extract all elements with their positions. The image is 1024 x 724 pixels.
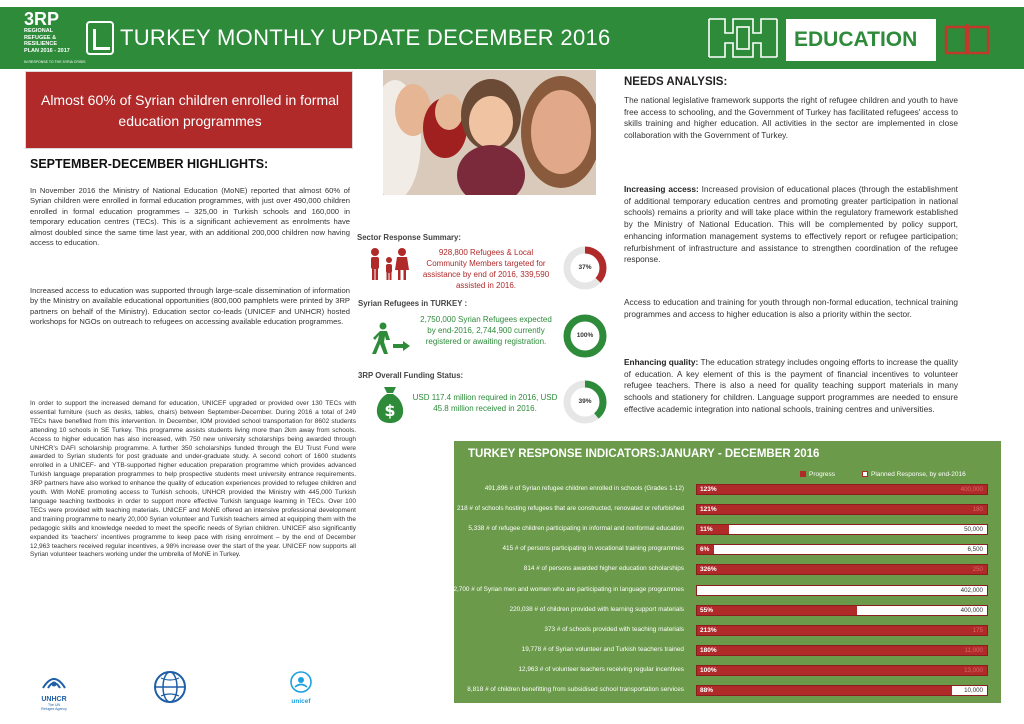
indicator-target: 402,000 [960,586,983,594]
logo-tagline: IN RESPONSE TO THE SYRIA CRISIS [24,60,86,64]
indicator-percent: 121% [700,506,717,514]
indicator-bar [696,605,988,616]
logo-line: REGIONAL [24,28,54,34]
unicef-icon [288,670,314,694]
quality-heading: Enhancing quality: [624,357,699,367]
logo-title: 3RP [24,9,60,29]
indicator-bar [696,484,988,495]
indicator-target: 13,000 [964,666,983,674]
money-bag-icon [372,385,408,425]
indicator-label: 2,700 # of Syrian men and women who are participating in language programmes [453,585,684,593]
unhcr-icon [40,668,68,692]
indicator-row [454,684,1001,698]
indicator-bar [696,645,988,656]
logo-line: REFUGEE & [24,34,57,41]
indicator-bar-fill [697,666,987,675]
header-bar [0,7,1024,69]
indicator-label: 19,778 # of Syrian volunteer and Turkish teachers trained [521,645,684,653]
photo-illustration [383,70,596,195]
indicator-bar [696,685,988,696]
logo-line: RESILIENCE [24,41,58,47]
indicator-label: 218 # of schools hosting refugees that are constructed, renovated or refurbished [456,505,684,513]
sector-title: EDUCATION [794,28,918,51]
refugees-text: 2,750,000 Syrian Refugees expected by end-2016, 2,744,900 currently registered or awaiting registration. [420,315,552,346]
indicator-label: 415 # of persons participating in vocational training programmes [502,545,684,553]
indicator-row [454,644,1001,658]
logo-mark-icon [86,21,114,55]
indicator-row [454,604,1001,618]
unhcr-logo [38,668,70,711]
indicator-target: 10,000 [964,687,983,694]
indicator-percent: 11% [700,526,713,534]
page-title: TURKEY MONTHLY UPDATE DECEMBER 2016 [120,25,611,50]
access-heading: Increasing access: [624,184,699,194]
indicator-bar-fill [697,505,987,514]
legend-planned [862,471,966,478]
children-photo [383,70,596,195]
indicator-target: 6,500 [967,546,983,554]
indicator-row [454,483,1001,497]
indicator-bar-fill [697,646,987,655]
indicator-percent: 88% [700,687,714,694]
indicator-target: 400,000 [960,486,983,493]
sector-box [786,19,936,61]
needs-analysis-heading: NEEDS ANALYSIS: [624,76,728,88]
svg-text:$: $ [384,401,396,420]
indicator-label: 491,896 # of Syrian refugee children enrolled in schools (Grades 1-12) [484,485,684,492]
emblem-icon [703,11,783,65]
unhcr-text: UNHCR [41,696,67,703]
indicator-bar [696,544,988,555]
indicator-bar [696,524,988,535]
indicator-row [454,624,1001,638]
needs-paragraph: Access to education and training for youth through non-formal education, technical training programmes and access to higher education is also a priority within the sector. [624,297,958,319]
indicator-label: 5,338 # of refugee children participating in informal and nonformal education [468,525,684,533]
indicator-row [454,584,1001,598]
refugees-label: Syrian Refugees in TURKEY : [358,299,468,308]
indicators-panel [454,441,1001,703]
needs-paragraph: The national legislative framework supports the right of refugee children and youth to have free access to schooling, and the Government of Turkey has facilitated refugees' access to skills training and higher education. All activities in the sector are implemented in close collaboration with the Government of Turkey. [624,95,958,141]
indicator-bar-fill [697,626,987,635]
legend-swatch [800,471,806,477]
indicator-label: 220,038 # of children provided with learning support materials [509,605,684,613]
needs-paragraph-quality [624,357,958,429]
indicator-target: 180 [972,506,983,514]
logo-line: PLAN 2016 - 2017 [24,47,70,54]
indicator-row [454,523,1001,537]
indicator-bar-fill [697,686,952,695]
indicator-target: 175 [972,626,983,634]
key-message-banner [25,71,353,149]
indicator-row [454,543,1001,557]
indicator-row [454,563,1001,577]
indicator-bar [696,585,988,596]
indicator-bar [696,625,988,636]
indicator-percent: 123% [700,486,717,493]
family-icon [367,246,411,282]
iom-logo-icon [153,670,187,704]
key-message-text: Almost 60% of Syrian children enrolled in formal education programmes [40,92,340,129]
funding-label: 3RP Overall Funding Status: [358,371,464,380]
legend-label: Planned Response, by end-2016 [871,471,966,478]
walking-person-icon [370,322,412,356]
indicator-bar-fill [697,565,987,574]
unicef-logo [286,670,316,705]
indicator-target: 50,000 [964,526,983,534]
legend-label: Progress [809,471,836,478]
indicator-row [454,664,1001,678]
indicator-bar [696,564,988,575]
indicator-label: 814 # of persons awarded higher education scholarships [523,565,684,573]
indicator-percent: 180% [700,646,717,654]
access-text: Increased provision of educational places (through the establishment of additional temporary education centres and promoting greater participation in national schools) remains a priority and will take place within the regulatory framework established by the Ministry of National Education. This will be complemented by policy support, enhancing information management systems to effectively report or refugee participation; refurbishment of infrastructure and assistance to strengthen coordination of the refugee response. [624,184,958,265]
indicator-target: 11,000 [964,646,983,654]
highlights-paragraph: In order to support the increased demand for education, UNICEF upgraded or provided over 130 TECs with essential furniture (such as desks, tables, chairs) between September-December. During 2016 a total of 249 TECs have benefited from this intervention. In December, IOM provided school transportation for 8602 students attending 10 schools in SE Turkey. This programme assists students living more than 2km away from schools. Access to higher education has also increased, with 750 new university scholarships being awarded through UNHCR's DAFI scholarship programme. A further 350 scholarships funded through the EU Trust Fund were awarded to Syrian students for post graduate and under-graduate study. A second cohort of 1600 students enrolled in a UNICEF- and YTB-supported higher education preparation programme which provides advanced Turkish language preparation programmes to help prospective students meet university entrance requirements. 3RP partners have also worked to enhance the quality of education experiences provided to refugee children and youth. With MoNE promoting access to Turkish schools, UNHCR provided the Ministry with 445,000 Turkish language teaching textbooks in order to support more effective Turkish language learning in TECs. Over 100 TECs were provided with teaching materials. UNICEF and MoNE offered an intensive professional development and training programme to nearly 20,000 Syrian volunteer and Turkish teachers aimed at equipping them with the pedagogic skills and knowledge needed to meet the specific needs of Syrian children. UNICEF also significantly expanded its 'teachers' incentives programme to keep pace with rising enrolment – by the end of December 12,963 teachers received regular incentives, a 98% increase over the start of the year. UNICEF now supports all Syrian volunteer teachers working under the umbrella of MoNE in Turkey. [30,400,356,559]
indicator-bar-fill [697,606,857,615]
indicator-target: 250 [972,566,983,574]
unicef-text: unicef [291,698,311,705]
indicator-percent: 213% [700,626,717,634]
indicator-percent: 326% [700,566,717,574]
unhcr-subtext: The UN [47,703,61,707]
indicator-target: 400,000 [960,606,983,614]
indicator-bar [696,665,988,676]
needs-paragraph-access [624,184,958,266]
indicators-title: TURKEY RESPONSE INDICATORS:JANUARY - DECEMBER 2016 [468,448,820,460]
highlights-heading: SEPTEMBER-DECEMBER HIGHLIGHTS: [30,157,269,171]
3rp-logo [24,10,84,66]
highlights-paragraph: In November 2016 the Ministry of National Education (MoNE) reported that almost 60% of Syrian children were enrolled in formal education programmes, with just over 490,000 children enrolled in formal education programmes – 325,00 in Turkish schools and 160,000 in temporary education centres (TECs). This is a significant achievement as enrolments have almost doubled since the same time last year, with an additional 200,000 children now having access to education. [30,186,350,248]
refugees-donut-label: 100% [576,332,594,339]
indicator-percent: 100% [700,666,717,674]
indicator-percent: 55% [700,606,714,614]
indicator-label: 8,818 # of children benefitting from subsidised school transportation services [467,686,684,693]
sector-summary-text: 928,800 Refugees & Local Community Members targeted for assistance by end of 2016, 339,590 assisted in 2016. [422,248,550,290]
funding-donut-label: 39% [578,398,592,405]
indicator-bar [696,504,988,515]
highlights-paragraph: Increased access to education was supported through large-scale dissemination of information by the Ministry on available educational opportunities (800,000 pamphlets were printed by 3RP partners on behalf of the Ministry). Education sector co-leads (UNICEF and UNHCR) hosted workshops for NGOs on outreach to refugees on accessing available education programmes. [30,286,350,327]
sector-donut-label: 37% [578,264,592,271]
sector-summary-label: Sector Response Summary: [357,233,461,242]
book-icon [942,21,992,57]
indicator-label: 12,963 # of volunteer teachers receiving regular incentives [518,665,684,673]
indicator-row [454,503,1001,517]
quality-text: The education strategy includes ongoing efforts to increase the quality of education. A key element of this is the payment of financial incentives to volunteer refugee teachers. There is also a need for quality teaching support materials in many schools and stationery for children. Language support programmes are needed to ensure effective academic integration into national schools, training centres and universities. [624,357,958,414]
indicator-bar-fill [697,485,987,494]
legend-progress [800,471,835,478]
indicator-percent: 6% [700,546,710,554]
indicator-label: 373 # of schools provided with teaching materials [544,625,684,633]
funding-text: USD 117.4 million required in 2016, USD 45.8 million received in 2016. [412,393,558,413]
legend-swatch [862,471,868,477]
unhcr-subtext: Refugee Agency [41,707,67,711]
